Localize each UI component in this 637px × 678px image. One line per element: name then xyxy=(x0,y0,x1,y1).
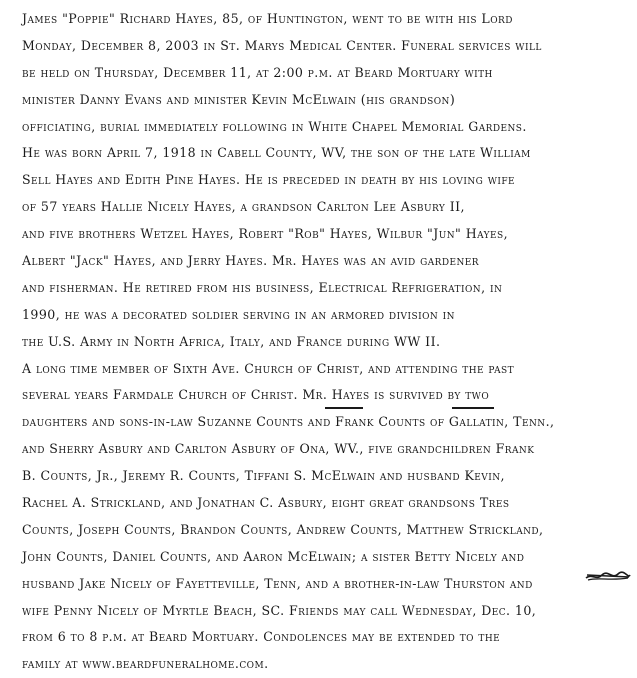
text-line: minister Danny Evans and minister Kevin McElwain (his grandson) xyxy=(22,91,456,107)
text-line: daughters and sons-in-law Suzanne Counts and Frank Counts of Gallatin, Tenn., xyxy=(22,414,555,430)
text-line: James "Poppie" Richard Hayes, 85, of Huntington, went to be with his Lord xyxy=(22,11,513,26)
text-line: and fisherman. He retired from his business, Electrical Refrigeration, in xyxy=(22,279,503,295)
text-line: B. Counts, Jr., Jeremy R. Counts, Tiffani S. McElwain and husband Kevin, xyxy=(22,468,505,484)
text-line: of 57 years Hallie Nicely Hayes, a grandson Carlton Lee Asbury II, xyxy=(22,199,465,215)
text-line: the U.S. Army in North Africa, Italy, and France during WW II. xyxy=(22,333,441,349)
text-line: Rachel A. Strickland, and Jonathan C. Asbury, eight great grandsons Tres xyxy=(22,495,510,511)
text-line: John Counts, Daniel Counts, and Aaron McElwain; a sister Betty Nicely and xyxy=(22,548,525,564)
underline-mark xyxy=(452,407,494,409)
text-line: from 6 to 8 p.m. at Beard Mortuary. Condolences may be extended to the xyxy=(22,629,501,645)
text-line: several years Farmdale Church of Christ. Mr. Hayes is survived by two xyxy=(22,387,490,403)
text-line: A long time member of Sixth Ave. Church of Christ, and attending the past xyxy=(22,360,515,376)
text-line: Counts, Joseph Counts, Brandon Counts, Andrew Counts, Matthew Strickland, xyxy=(22,521,544,537)
text-line: wife Penny Nicely of Myrtle Beach, SC. Friends may call Wednesday, Dec. 10, xyxy=(22,602,537,618)
text-line: 1990, he was a decorated soldier serving in an armored division in xyxy=(22,306,455,322)
text-line: He was born April 7, 1918 in Cabell County, WV, the son of the late William xyxy=(22,145,531,161)
text-line: and five brothers Wetzel Hayes, Robert "Rob" Hayes, Wilbur "Jun" Hayes, xyxy=(22,226,509,242)
text-line: be held on Thursday, December 11, at 2:00 p.m. at Beard Mortuary with xyxy=(22,64,493,80)
text-line: and Sherry Asbury and Carlton Asbury of Ona, WV., five grandchildren Frank xyxy=(22,441,535,457)
text-line: husband Jake Nicely of Fayetteville, Tenn, and a brother-in-law Thurston and xyxy=(22,575,533,591)
text-line: Monday, December 8, 2003 in St. Marys Medical Center. Funeral services will xyxy=(22,37,542,53)
text-line: family at www.beardfuneralhome.com. xyxy=(22,656,269,672)
crossed-out-word-mark xyxy=(584,569,632,583)
text-line: officiating, burial immediately following in White Chapel Memorial Gardens. xyxy=(22,118,527,134)
obituary-text xyxy=(22,6,632,678)
underline-mark xyxy=(325,407,363,409)
text-line: Albert "Jack" Hayes, and Jerry Hayes. Mr. Hayes was an avid gardener xyxy=(22,253,480,269)
text-line: Sell Hayes and Edith Pine Hayes. He is preceded in death by his loving wife xyxy=(22,172,516,188)
